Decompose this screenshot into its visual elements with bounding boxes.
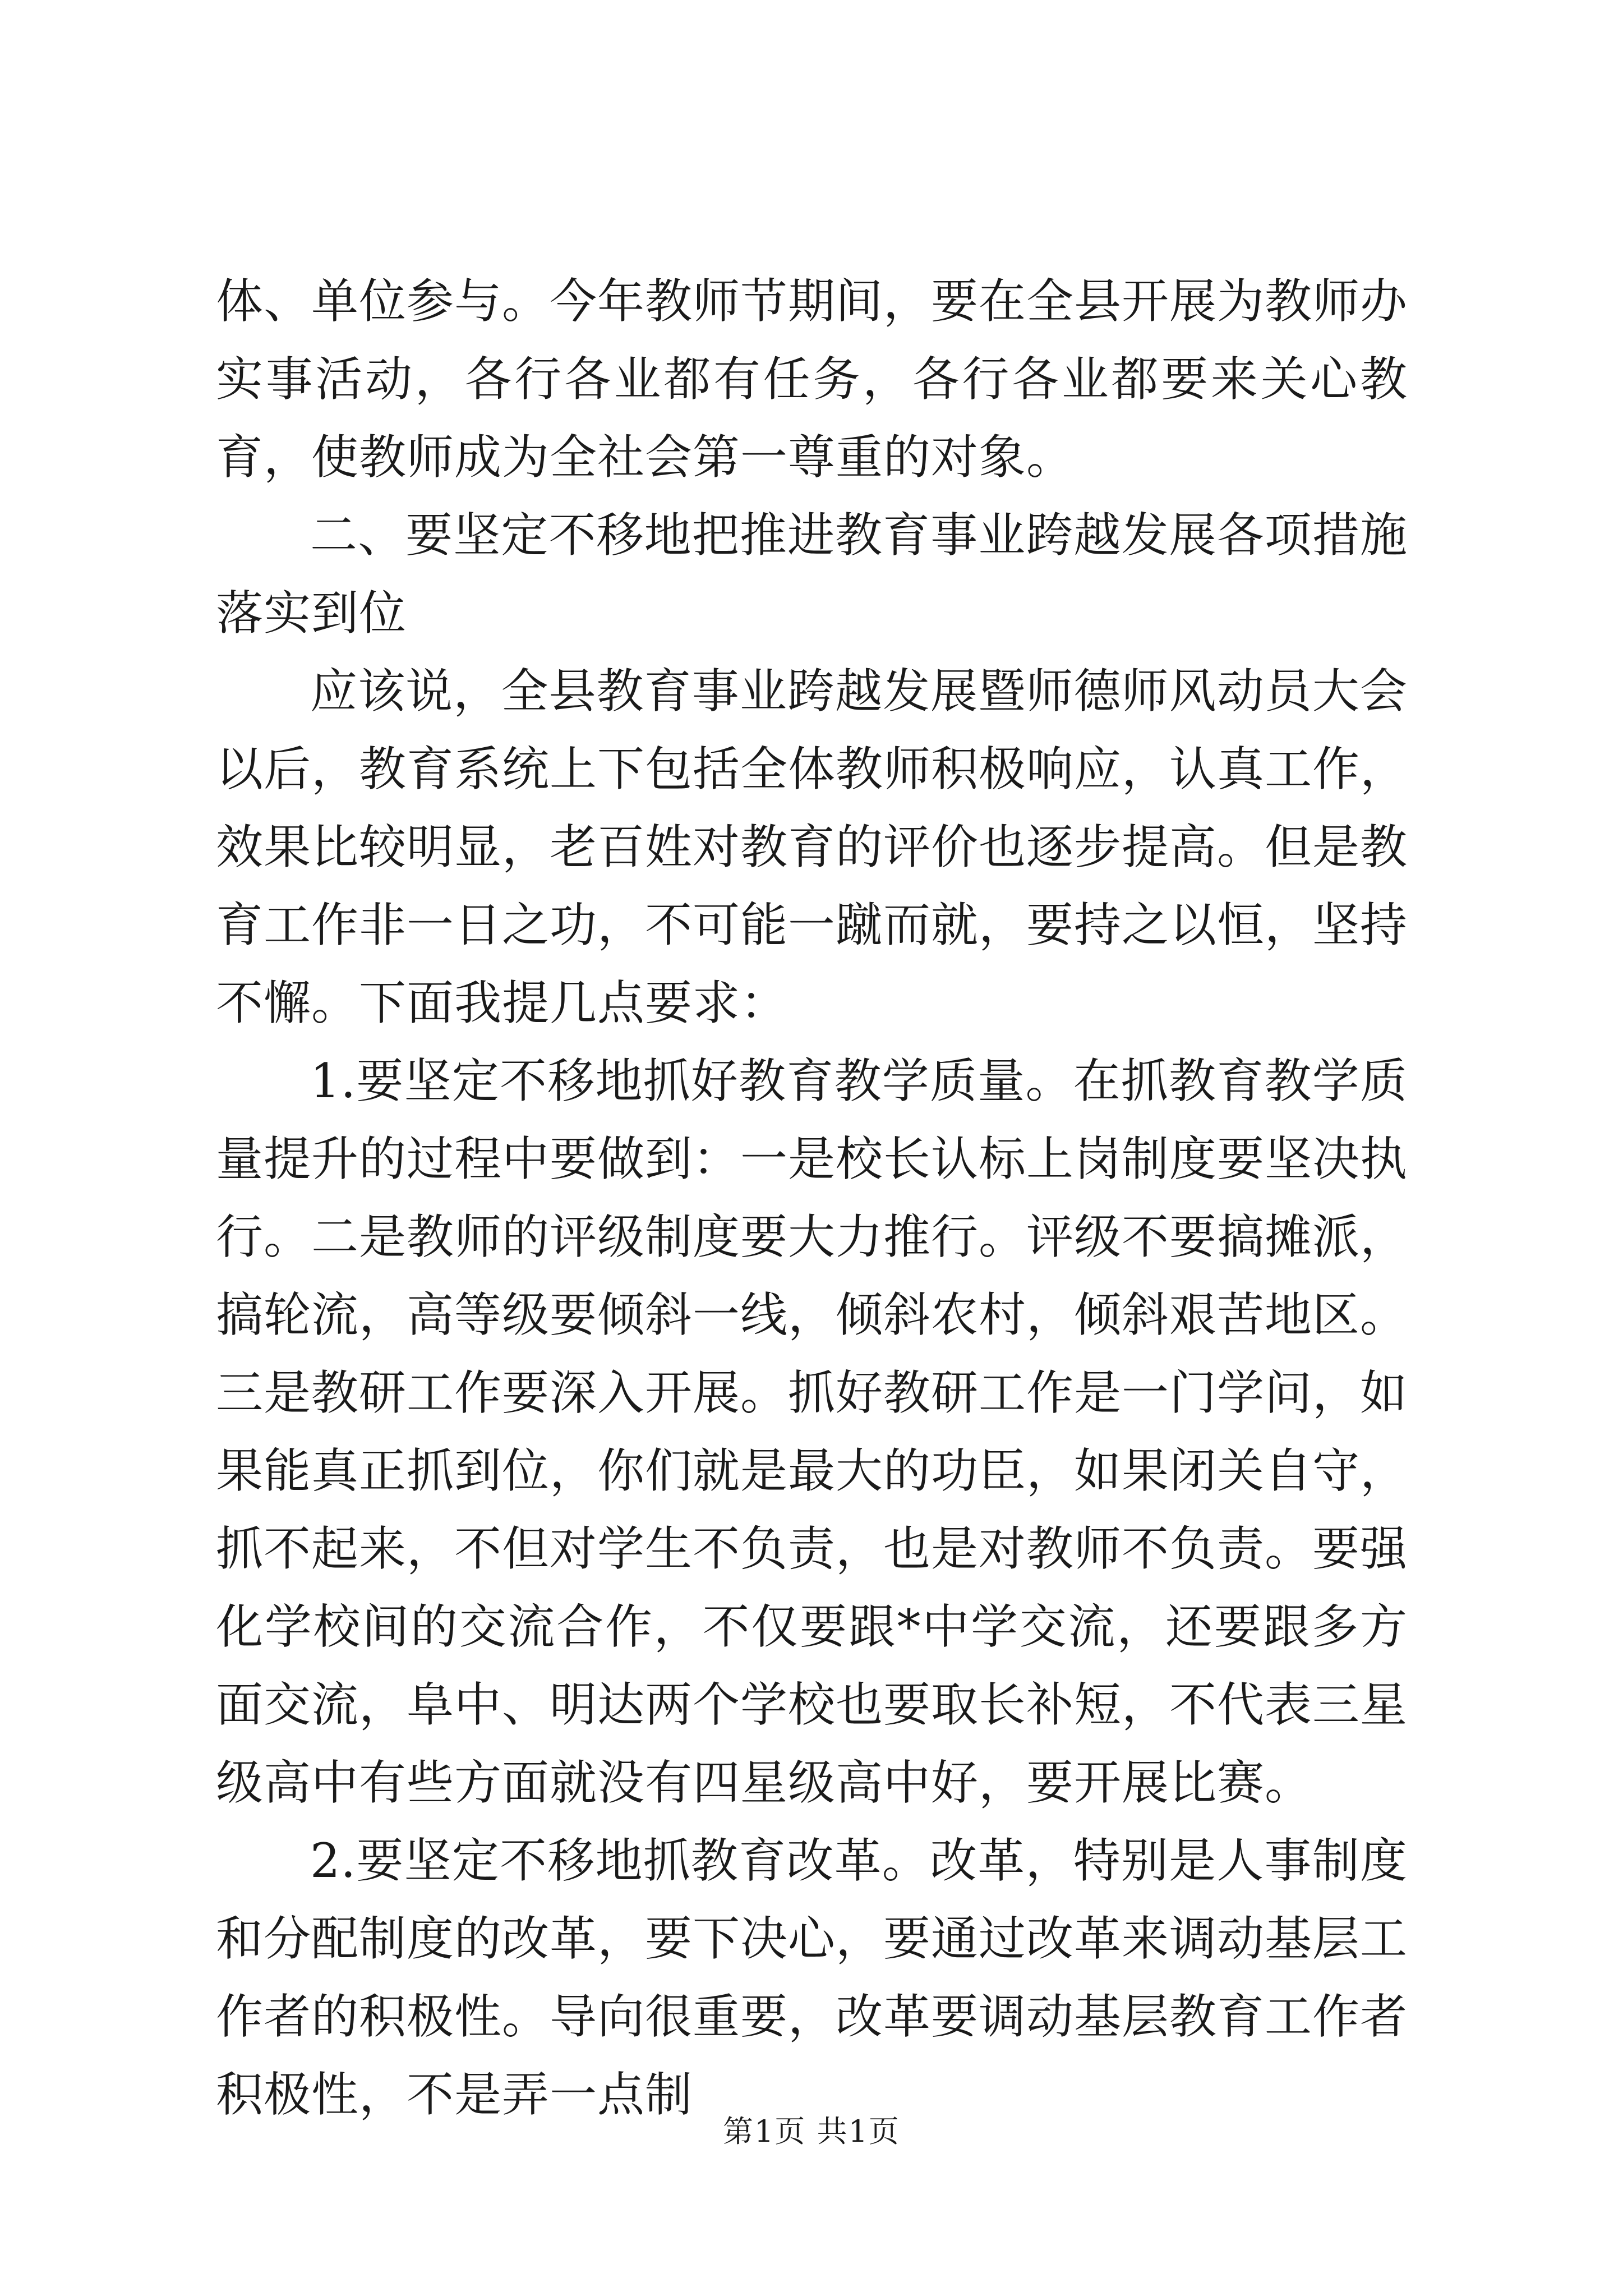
paragraph-intro: 应该说，全县教育事业跨越发展暨师德师风动员大会以后，教育系统上下包括全体教师积极响应，认真工作，效果比较明显，老百姓对教育的评价也逐步提高。但是教育工作非一日之功，不可能一蹴而就，要持之以恒，坚持不懈。下面我提几点要求：: [216, 664, 1408, 1030]
page-number-label: 第1页 共1页: [723, 2114, 900, 2149]
section-heading: 二、要坚定不移地把推进教育事业跨越发展各项措施落实到位: [216, 508, 1408, 641]
paragraph-item-1: 1.要坚定不移地抓好教育教学质量。在抓教育教学质量提升的过程中要做到：一是校长认标上岗制度要坚决执行。二是教师的评级制度要大力推行。评级不要搞摊派，搞轮流，高等级要倾斜一线，倾斜农村，倾斜艰苦地区。三是教研工作要深入开展。抓好教研工作是一门学问，如果能真正抓到位，你们就是最大的功臣，如果闭关自守，抓不起来，不但对学生不负责，也是对教师不负责。要强化学校间的交流合作，不仅要跟*中学交流，还要跟多方面交流，阜中、明达两个学校也要取长补短，不代表三星级高中有些方面就没有四星级高中好，要开展比赛。: [216, 1053, 1408, 1810]
paragraph-item-2: 2.要坚定不移地抓教育改革。改革，特别是人事制度和分配制度的改革，要下决心，要通过改革来调动基层工作者的积极性。导向很重要，改革要调动基层教育工作者积极性，不是弄一点制: [216, 1833, 1408, 2122]
document-body: [216, 263, 1408, 2134]
paragraph-continuation: 体、单位参与。今年教师节期间，要在全县开展为教师办实事活动，各行各业都有任务，各行各业都要来关心教育，使教师成为全社会第一尊重的对象。: [216, 274, 1408, 485]
page-footer: [0, 2112, 1623, 2151]
